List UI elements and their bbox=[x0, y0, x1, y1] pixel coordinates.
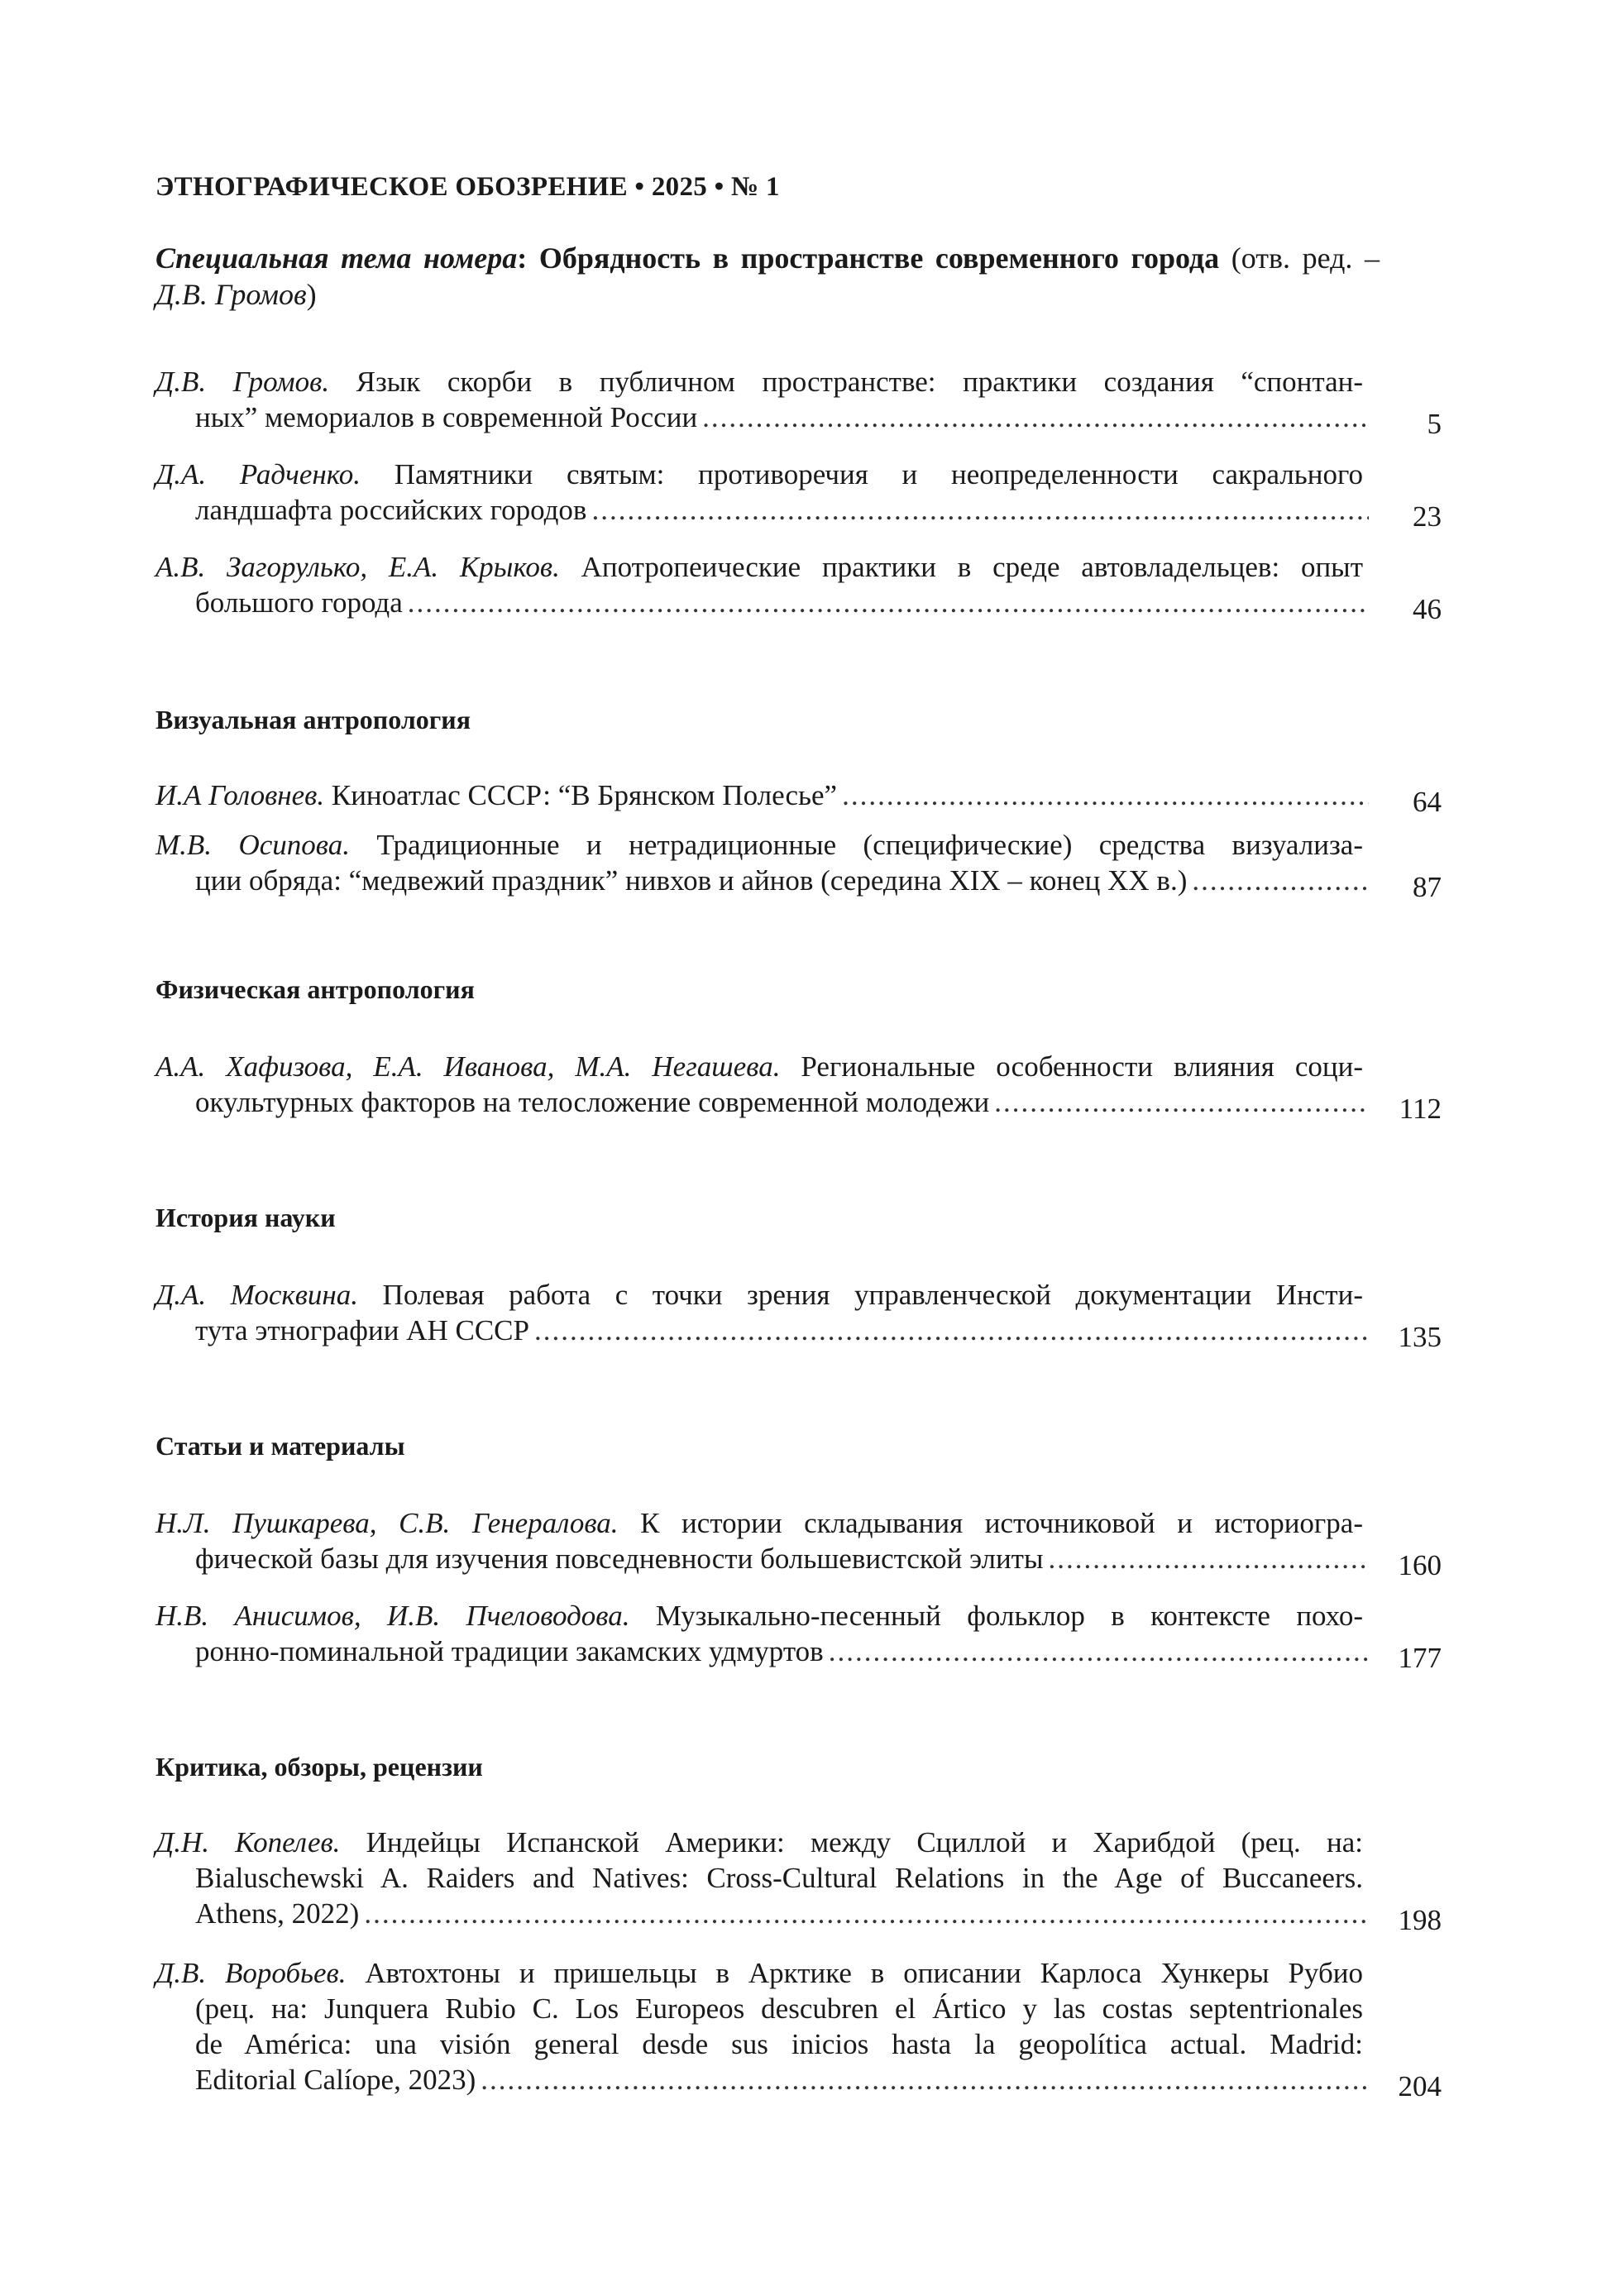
entry-title-end: Editorial Calíope, 2023) bbox=[195, 2064, 476, 2096]
entry-authors: Н.Л. Пушкарева, С.В. Генералова. bbox=[155, 1507, 619, 1539]
entry-authors: Д.А. Радченко. bbox=[155, 458, 361, 490]
entry-title-line: К истории складывания источниковой и историогра- bbox=[618, 1507, 1363, 1539]
page-number: 112 bbox=[1399, 1093, 1442, 1125]
entry-title-end: большого города bbox=[195, 586, 403, 619]
entry-title-line: Музыкально-песенный фольклор в контексте похо- bbox=[629, 1600, 1363, 1632]
toc-entry[interactable] bbox=[155, 549, 1442, 625]
entry-title-line: (рец. на: Junquera Rubio C. Los Europeos descubren el Ártico y las costas septentrionales bbox=[195, 1992, 1363, 2025]
page-number: 23 bbox=[1413, 500, 1442, 533]
entry-authors: А.В. Загорулько, Е.А. Крыков. bbox=[155, 551, 560, 583]
entry-authors: Д.В. Воробьев. bbox=[155, 1957, 347, 1989]
special-theme-editor-suffix: ) bbox=[306, 278, 317, 311]
toc-entry[interactable] bbox=[155, 1598, 1442, 1674]
dot-leader bbox=[829, 1634, 1369, 1669]
entry-title-line: de América: una visión general desde sus inicios hasta la geopolítica actual. Madrid: bbox=[195, 2028, 1363, 2060]
toc-entry[interactable] bbox=[155, 457, 1442, 533]
entry-title-line: Апотропеические практики в среде автовладельцев: опыт bbox=[559, 551, 1363, 583]
toc-entry[interactable] bbox=[155, 364, 1442, 440]
entry-authors: Д.Н. Копелев. bbox=[155, 1826, 341, 1858]
entry-title-line: Bialuschewski A. Raiders and Natives: Cross-Cultural Relations in the Age of Buccaneers. bbox=[195, 1862, 1363, 1894]
section-heading-articles: Статьи и материалы bbox=[155, 1431, 405, 1461]
dot-leader bbox=[1049, 1541, 1370, 1576]
toc-entry[interactable] bbox=[155, 1825, 1442, 1936]
toc-entry[interactable] bbox=[155, 777, 1442, 818]
toc-entry[interactable] bbox=[155, 1049, 1442, 1125]
special-theme-title: Обрядность в пространстве современного города bbox=[538, 242, 1220, 275]
toc-entry[interactable] bbox=[155, 1505, 1442, 1581]
entry-authors: Д.А. Москвина. bbox=[155, 1279, 359, 1311]
dot-leader bbox=[1192, 863, 1369, 898]
page-number: 177 bbox=[1398, 1642, 1442, 1674]
entry-title-line: Традиционные и нетрадиционные (специфические) средства визуализа- bbox=[349, 829, 1363, 861]
entry-title-line: Язык скорби в публичном пространстве: практики создания “спонтан- bbox=[329, 366, 1364, 398]
journal-header: ЭТНОГРАФИЧЕСКОЕ ОБОЗРЕНИЕ • 2025 • № 1 bbox=[155, 172, 780, 202]
page-number: 5 bbox=[1427, 408, 1442, 440]
toc-entry[interactable] bbox=[155, 827, 1442, 903]
toc-entry[interactable] bbox=[155, 1277, 1442, 1353]
entry-authors: И.А Головнев. bbox=[155, 779, 325, 811]
page-number: 204 bbox=[1398, 2070, 1442, 2102]
dot-leader bbox=[481, 2062, 1369, 2097]
entry-title-end: ландшафта российских городов bbox=[195, 494, 587, 526]
dot-leader bbox=[994, 1084, 1369, 1120]
special-theme-label: Специальная тема номера bbox=[155, 242, 518, 275]
entry-title-line: Региональные особенности влияния соци- bbox=[780, 1050, 1363, 1083]
special-theme-block bbox=[155, 240, 1380, 313]
entry-title-line: Индейцы Испанской Америки: между Сциллой и Харибдой (рец. на: bbox=[340, 1826, 1363, 1858]
entry-title-line: Автохтоны и пришельцы в Арктике в описании Карлоса Хункеры Рубио bbox=[346, 1957, 1363, 1989]
dot-leader bbox=[702, 399, 1369, 435]
entry-title-end: фической базы для изучения повседневности большевистской элиты bbox=[195, 1543, 1044, 1575]
dot-leader bbox=[842, 777, 1369, 813]
special-theme-editor-prefix: (отв. ред. – bbox=[1231, 242, 1380, 275]
section-heading-physical: Физическая антропология bbox=[155, 974, 475, 1004]
section-heading-criticism: Критика, обзоры, рецензии bbox=[155, 1752, 483, 1782]
dot-leader bbox=[408, 585, 1369, 620]
entry-title-end: ных” мемориалов в современной России bbox=[195, 401, 698, 433]
page-number: 64 bbox=[1413, 786, 1442, 818]
entry-title-line: Памятники святым: противоречия и неопределенности сакрального bbox=[361, 458, 1363, 490]
entry-title-end: Athens, 2022) bbox=[195, 1897, 360, 1930]
section-heading-history: История науки bbox=[155, 1203, 336, 1232]
entry-authors: Д.В. Громов. bbox=[155, 366, 330, 398]
entry-authors: Н.В. Анисимов, И.В. Пчеловодова. bbox=[155, 1600, 630, 1632]
dot-leader bbox=[364, 1896, 1369, 1931]
page-number: 87 bbox=[1413, 871, 1442, 903]
special-theme-colon: : bbox=[517, 242, 528, 275]
dot-leader bbox=[591, 492, 1369, 528]
special-theme-editor: Д.В. Громов bbox=[155, 278, 307, 311]
page-number: 198 bbox=[1398, 1904, 1442, 1936]
entry-title-line: Полевая работа с точки зрения управленческой документации Инсти- bbox=[358, 1279, 1363, 1311]
toc-entry[interactable] bbox=[155, 1955, 1442, 2102]
entry-title-end: ции обряда: “медвежий праздник” нивхов и айнов (середина XIX – конец XX в.) bbox=[195, 864, 1188, 897]
entry-title-end: Киноатлас СССР: “В Брянском Полесье” bbox=[324, 779, 838, 811]
entry-title-end: ронно-поминальной традиции закамских удмуртов bbox=[195, 1635, 824, 1667]
dot-leader bbox=[534, 1313, 1369, 1348]
entry-title-end: окультурных факторов на телосложение современной молодежи bbox=[195, 1086, 990, 1118]
section-heading-visual: Визуальная антропология bbox=[155, 705, 471, 734]
page-number: 160 bbox=[1398, 1549, 1442, 1581]
page-number: 135 bbox=[1398, 1321, 1442, 1353]
entry-authors: А.А. Хафизова, Е.А. Иванова, М.А. Негашева. bbox=[155, 1050, 781, 1083]
entry-title-end: тута этнографии АН СССР bbox=[195, 1314, 529, 1347]
page-number: 46 bbox=[1413, 593, 1442, 625]
entry-authors: М.В. Осипова. bbox=[155, 829, 350, 861]
